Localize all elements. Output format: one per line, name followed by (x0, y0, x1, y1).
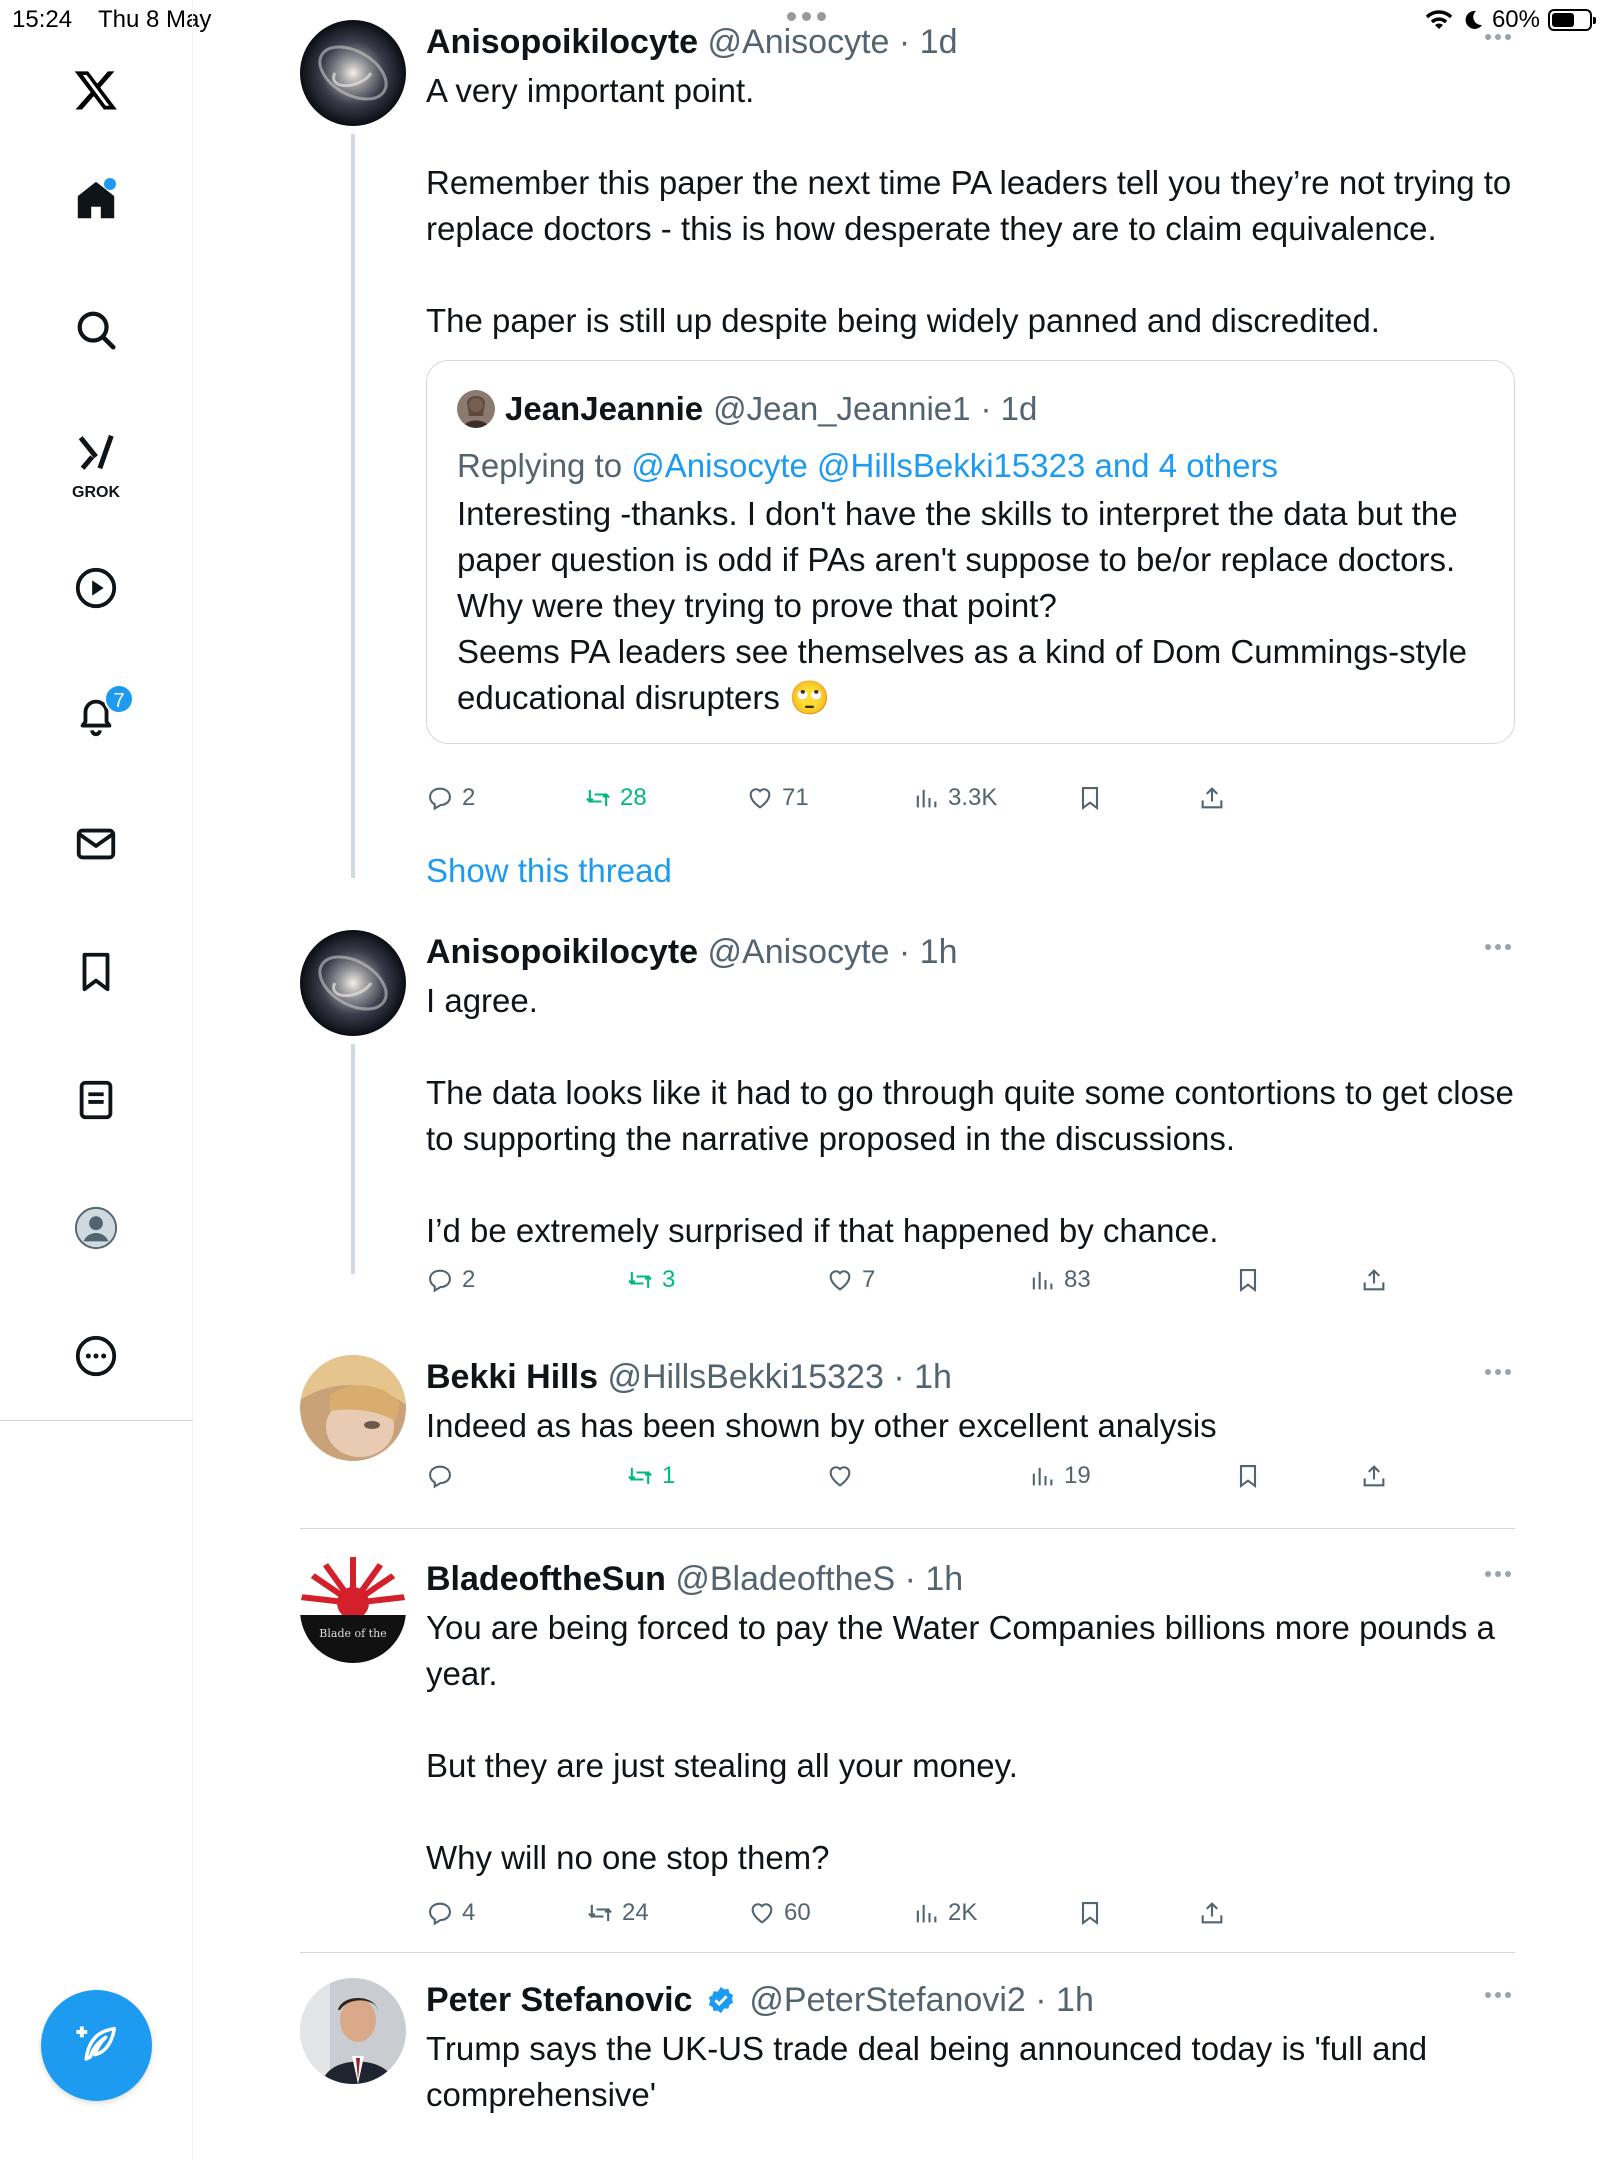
profile-avatar-icon[interactable] (62, 1194, 130, 1262)
views-chart-icon (912, 784, 940, 812)
avatar-text: Blade of the (319, 1627, 387, 1640)
more-options-icon[interactable] (1485, 1992, 1515, 2002)
handle[interactable]: @Anisocyte (707, 933, 890, 971)
quote-timestamp: · 1d (980, 390, 1038, 427)
reply-count: 2 (462, 784, 476, 811)
share-button[interactable] (1198, 778, 1226, 818)
avatar[interactable] (300, 1557, 406, 1663)
avatar[interactable] (300, 1978, 406, 2084)
battery-icon (1548, 9, 1592, 31)
repost-icon (584, 784, 612, 812)
repost-count: 1 (662, 1462, 676, 1489)
post-text: Trump says the UK-US trade deal being announced today is 'full and comprehensive' (426, 2030, 1428, 2113)
view-count: 2K (948, 1899, 978, 1926)
more-options-icon[interactable] (1485, 944, 1515, 954)
post-actions (426, 1456, 1515, 1496)
post-header (426, 20, 1515, 64)
share-button[interactable] (1198, 1893, 1226, 1933)
reply-button[interactable] (426, 1260, 475, 1300)
reply-icon (426, 784, 454, 812)
timestamp[interactable]: · 1h (898, 933, 958, 971)
post-actions (426, 778, 1515, 818)
repost-button[interactable] (584, 778, 647, 818)
notifications-badge: 7 (104, 684, 134, 714)
views-button[interactable] (912, 778, 997, 818)
display-name[interactable]: Peter Stefanovic (426, 1981, 693, 2019)
verified-badge-icon[interactable] (706, 1985, 736, 2015)
views-chart-icon (1028, 1266, 1056, 1294)
views-chart-icon (912, 1899, 940, 1927)
show-thread-link[interactable]: Show this thread (426, 852, 672, 889)
handle[interactable]: @BladeoftheS (675, 1560, 896, 1598)
like-button[interactable] (826, 1456, 862, 1496)
more-options-icon[interactable] (1485, 1369, 1515, 1379)
reply-icon (426, 1462, 454, 1490)
lists-document-icon[interactable] (62, 1066, 130, 1134)
reply-count: 4 (462, 1899, 476, 1926)
post-actions (426, 1260, 1515, 1300)
heart-icon (748, 1899, 776, 1927)
display-name[interactable]: Bekki Hills (426, 1358, 598, 1396)
avatar[interactable] (300, 930, 406, 1036)
bookmark-button[interactable] (1234, 1260, 1262, 1300)
views-button[interactable] (912, 1893, 977, 1933)
share-icon (1198, 784, 1226, 812)
reply-icon (426, 1266, 454, 1294)
status-date: Thu 8 May (98, 6, 212, 33)
post-header (426, 1557, 1515, 1601)
handle[interactable]: @PeterStefanovi2 (749, 1981, 1026, 2019)
timestamp[interactable]: · 1h (1035, 1981, 1094, 2019)
grok-icon[interactable] (62, 424, 130, 500)
search-icon[interactable] (62, 296, 130, 364)
more-options-icon[interactable] (1485, 34, 1515, 44)
grok-label: GROK (72, 484, 120, 501)
replying-to-links[interactable]: @Anisocyte @HillsBekki15323 and 4 others (631, 447, 1278, 484)
timeline-feed (300, 0, 1515, 2160)
bookmark-button[interactable] (1076, 1893, 1104, 1933)
display-name[interactable]: Anisopoikilocyte (426, 23, 699, 61)
sidebar-divider (0, 1420, 193, 1421)
display-name[interactable]: Anisopoikilocyte (426, 933, 699, 971)
replying-prefix: Replying to (457, 447, 623, 484)
timestamp[interactable]: · 1h (904, 1560, 964, 1598)
like-count: 60 (784, 1899, 811, 1926)
post-divider (300, 1528, 1515, 1529)
avatar[interactable] (300, 1355, 406, 1461)
bookmark-button[interactable] (1234, 1456, 1262, 1496)
post-text: You are being forced to pay the Water Companies billions more pounds a year. But they are just stealing all your money. Why will no one stop them? (426, 1609, 1495, 1876)
bookmark-icon (1076, 784, 1104, 812)
repost-button[interactable] (586, 1893, 649, 1933)
repost-icon (586, 1899, 614, 1927)
post-text: Indeed as has been shown by other excellent analysis (426, 1407, 1217, 1444)
notifications-bell-icon[interactable] (62, 682, 130, 750)
reply-button[interactable] (426, 778, 475, 818)
home-icon[interactable] (62, 166, 130, 234)
share-icon (1198, 1899, 1226, 1927)
bookmark-icon (1076, 1899, 1104, 1927)
heart-icon (826, 1462, 854, 1490)
views-button[interactable] (1028, 1260, 1091, 1300)
repost-count: 28 (620, 784, 647, 811)
like-button[interactable] (746, 778, 809, 818)
x-logo-icon[interactable] (62, 56, 130, 124)
post-header (426, 1355, 1515, 1399)
share-button[interactable] (1360, 1260, 1388, 1300)
compose-post-button[interactable] (41, 1990, 152, 2101)
like-button[interactable] (748, 1893, 811, 1933)
view-count: 3.3K (948, 784, 998, 811)
more-options-icon[interactable] (1485, 1571, 1515, 1581)
share-icon (1360, 1266, 1388, 1294)
quote-text: Interesting -thanks. I don't have the skills to interpret the data but the paper question is odd if PAs aren't suppose to be/or replace doctors. Why were they trying to prove that point? Seems PA leaders see themselves as a kind of Dom Cummings-style educational disrupters 🙄 (457, 495, 1467, 716)
post-divider (300, 1952, 1515, 1953)
timestamp[interactable]: · 1h (893, 1358, 952, 1396)
video-play-icon[interactable] (62, 554, 130, 622)
repost-button[interactable] (626, 1260, 675, 1300)
repost-count: 24 (622, 1899, 649, 1926)
heart-icon (826, 1266, 854, 1294)
view-count: 19 (1064, 1462, 1091, 1489)
like-count: 7 (862, 1266, 876, 1293)
share-button[interactable] (1360, 1456, 1388, 1496)
share-icon (1360, 1462, 1388, 1490)
quote-handle: @Jean_Jeannie1 (713, 390, 971, 427)
unread-dot (104, 178, 116, 190)
thread-line (351, 134, 355, 878)
post-header (426, 930, 1515, 974)
thread-line (351, 1044, 355, 1274)
repost-count: 3 (662, 1266, 676, 1293)
bookmark-icon (1234, 1266, 1262, 1294)
status-time: 15:24 (12, 6, 73, 33)
reply-button[interactable] (426, 1456, 462, 1496)
battery-percent: 60% (1491, 6, 1540, 33)
compose-feather-icon (71, 2020, 123, 2072)
heart-icon (746, 784, 774, 812)
bookmark-icon[interactable] (62, 938, 130, 1006)
replying-to (457, 443, 1484, 489)
quote-avatar (457, 390, 495, 428)
repost-icon (626, 1266, 654, 1294)
post-header (426, 1978, 1515, 2022)
post-actions (426, 1893, 1515, 1933)
repost-icon (626, 1462, 654, 1490)
repost-button[interactable] (626, 1456, 675, 1496)
messages-envelope-icon[interactable] (62, 810, 130, 878)
sidebar (0, 0, 193, 2160)
post-text: A very important point. Remember this paper the next time PA leaders tell you they’re not trying to replace doctors - this is how desperate they are to claim equivalence. The paper is still up despite being widely panned and discredited. (426, 72, 1512, 339)
views-button[interactable] (1028, 1456, 1091, 1496)
reply-icon (426, 1899, 454, 1927)
reply-count: 2 (462, 1266, 476, 1293)
more-options-circle-icon[interactable] (62, 1322, 130, 1390)
like-count: 71 (782, 784, 809, 811)
handle[interactable]: @Anisocyte (707, 23, 890, 61)
reply-button[interactable] (426, 1893, 475, 1933)
quote-display-name: JeanJeannie (505, 390, 704, 427)
like-button[interactable] (826, 1260, 875, 1300)
post-text: I agree. The data looks like it had to go through quite some contortions to get close to supporting the narrative proposed in the discussions. I’d be extremely surprised if that happened by chance. (426, 982, 1514, 1249)
bookmark-button[interactable] (1076, 778, 1104, 818)
timestamp[interactable]: · 1d (898, 23, 958, 61)
views-chart-icon (1028, 1462, 1056, 1490)
quoted-post[interactable] (426, 360, 1515, 744)
display-name[interactable]: BladeoftheSun (426, 1560, 666, 1598)
avatar[interactable] (300, 20, 406, 126)
bookmark-icon (1234, 1462, 1262, 1490)
handle[interactable]: @HillsBekki15323 (607, 1358, 884, 1396)
view-count: 83 (1064, 1266, 1091, 1293)
